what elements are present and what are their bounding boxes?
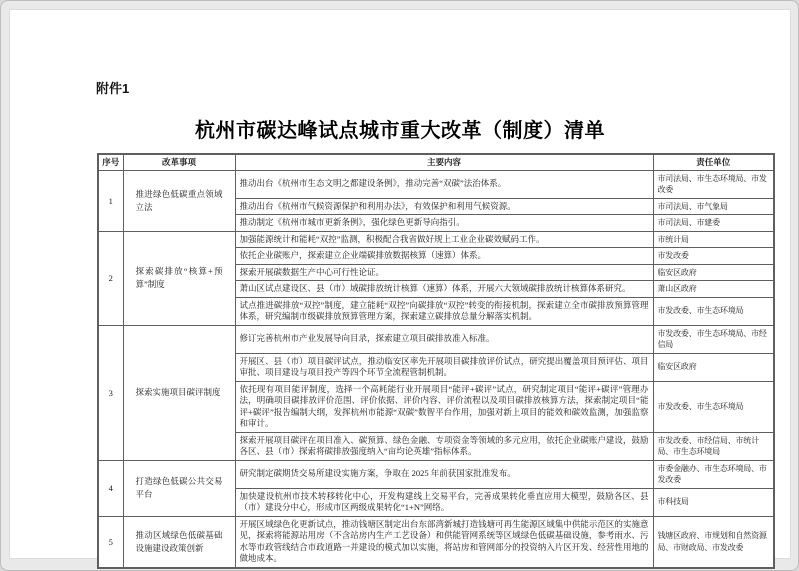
responsible-unit-cell: 市发改委、市生态环境局、市经信局: [653, 325, 774, 353]
row-number-cell: 1: [98, 170, 123, 231]
responsible-unit-cell: 市发改委、市经信局、市统计局、市生态环境局: [653, 432, 774, 460]
main-content-cell: 依托现有项目能评制度，选择一个高耗能行业开展项目“能评+碳评”试点，研究制定项目“能评+碳评”管理办法，明确项目碳排放评价范围、评价依据、评价内容、评价流程以及项目碳排放核算方法，探索制定项目“能评+碳评”报告编制大纲，发挥杭州市能源“双碳”数智平台作用，加强对新上项目的能效和碳效监测，加强监察和审计。: [235, 381, 653, 432]
main-content-cell: 推动出台《杭州市生态文明之都建设条例》，推动完善“双碳”法治体系。: [235, 170, 653, 198]
main-content-cell: 探索开展碳数据生产中心可行性论证。: [235, 264, 653, 281]
responsible-unit-cell: 市司法局、市建委: [653, 215, 774, 232]
responsible-unit-cell: 市科技局: [653, 488, 774, 516]
responsible-unit-cell: 市司法局、市气象局: [653, 198, 774, 215]
table-row: [98, 516, 774, 568]
row-number-cell: 4: [98, 460, 123, 516]
main-content-cell: 探索开展项目碳评在项目准入、碳预算、绿色金融、专项资金等领域的多元应用，依托企业碳账户建设，鼓励各区、县（市）探索将碳排放强度纳入“亩均论英雄”指标体系。: [235, 432, 653, 460]
main-content-cell: 萧山区试点建设区、县（市）域碳排放统计核算（速算）体系，开展六大领域碳排放统计核算体系研究。: [235, 281, 653, 298]
responsible-unit-cell: 市发改委: [653, 248, 774, 265]
reform-item-cell: 推进绿色低碳重点领域立法: [123, 170, 235, 231]
table-row: [98, 231, 774, 248]
main-content-cell: 开展区、县（市）项目碳评试点，推动临安区率先开展项目碳排放评价试点，研究提出覆盖项目预评估、项目审批、项目建设与项目投产等四个环节全流程管制机制。: [235, 353, 653, 381]
responsible-unit-cell: 萧山区政府: [653, 281, 774, 298]
main-content-cell: 加快建设杭州市技术转移转化中心，开发构建线上交易平台，完善成果转化垂直应用大模型，鼓励各区、县（市）建设分中心，形成市区两级成果转化“1+N”网络。: [235, 488, 653, 516]
reform-list-table: [97, 153, 775, 569]
row-number-cell: 2: [98, 231, 123, 325]
document-page: [9, 9, 791, 563]
reform-item-cell: 探索碳排放“核算+预算”制度: [123, 231, 235, 325]
main-content-cell: 开展区域绿色化更新试点，推动钱塘区制定出台东部湾新城打造钱塘可再生能源区域集中供能示范区的实施意见，探索将能源站用房（不含站房内生产工艺设备）和供能管网系统等区域绿色低碳基础设施，参考雨水、污水等市政管线结合市政道路一并建设的模式加以实施，将站房和管网部分的投资纳入片区开发、经营性用地的做地成本。: [235, 516, 653, 568]
main-content-cell: 推动制定《杭州市城市更新条例》，强化绿色更新导向指引。: [235, 215, 653, 232]
row-number-cell: 5: [98, 516, 123, 568]
col-header-item: 改革事项: [123, 154, 235, 170]
table-body: [98, 170, 774, 568]
page-title: 杭州市碳达峰试点城市重大改革（制度）清单: [195, 120, 605, 142]
responsible-unit-cell: 市发改委、市生态环境局: [653, 297, 774, 325]
main-content-cell: 依托企业碳账户，探索建立企业端碳排放数据核算（速算）体系。: [235, 248, 653, 265]
table-row: [98, 325, 774, 353]
main-content-cell: 修订完善杭州市产业发展导向目录，探索建立项目碳排放准入标准。: [235, 325, 653, 353]
reform-item-cell: 打造绿色低碳公共交易平台: [123, 460, 235, 516]
responsible-unit-cell: 临安区政府: [653, 264, 774, 281]
col-header-content: 主要内容: [235, 154, 653, 170]
responsible-unit-cell: 市委金融办、市生态环境局、市发改委: [653, 460, 774, 488]
row-number-cell: 3: [98, 325, 123, 460]
col-header-number: 序号: [98, 154, 123, 170]
reform-item-cell: 推动区域绿色低碳基础设施建设政策创新: [123, 516, 235, 568]
responsible-unit-cell: 市发改委、市生态环境局: [653, 381, 774, 432]
table-header-row: [98, 154, 774, 170]
responsible-unit-cell: 市统计局: [653, 231, 774, 248]
attachment-label: 附件1: [96, 81, 130, 96]
table-header: [98, 154, 774, 170]
col-header-unit: 责任单位: [653, 154, 774, 170]
responsible-unit-cell: 钱塘区政府、市规划和自然资源局、市财政局、市发改委: [653, 516, 774, 568]
table-row: [98, 170, 774, 198]
main-content-cell: 研究制定碳期货交易所建设实施方案，争取在 2025 年前获国家批准发布。: [235, 460, 653, 488]
responsible-unit-cell: 市司法局、市生态环境局、市发改委: [653, 170, 774, 198]
reform-item-cell: 探索实施项目碳评制度: [123, 325, 235, 460]
main-content-cell: 试点推进碳排放“双控”制度，建立能耗“双控”向碳排放“双控”转变的衔接机制，探索建立全市碳排放预算管理体系，研究编制市级碳排放预算管理方案，探索建立碳排放总量分解落实机制。: [235, 297, 653, 325]
main-content-cell: 推动出台《杭州市气候资源保护和利用办法》，有效保护和利用气候资源。: [235, 198, 653, 215]
main-content-cell: 加强能源统计和能耗“双控”监测，积极配合我省做好规上工业企业碳效赋码工作。: [235, 231, 653, 248]
table-row: [98, 460, 774, 488]
responsible-unit-cell: 临安区政府: [653, 353, 774, 381]
